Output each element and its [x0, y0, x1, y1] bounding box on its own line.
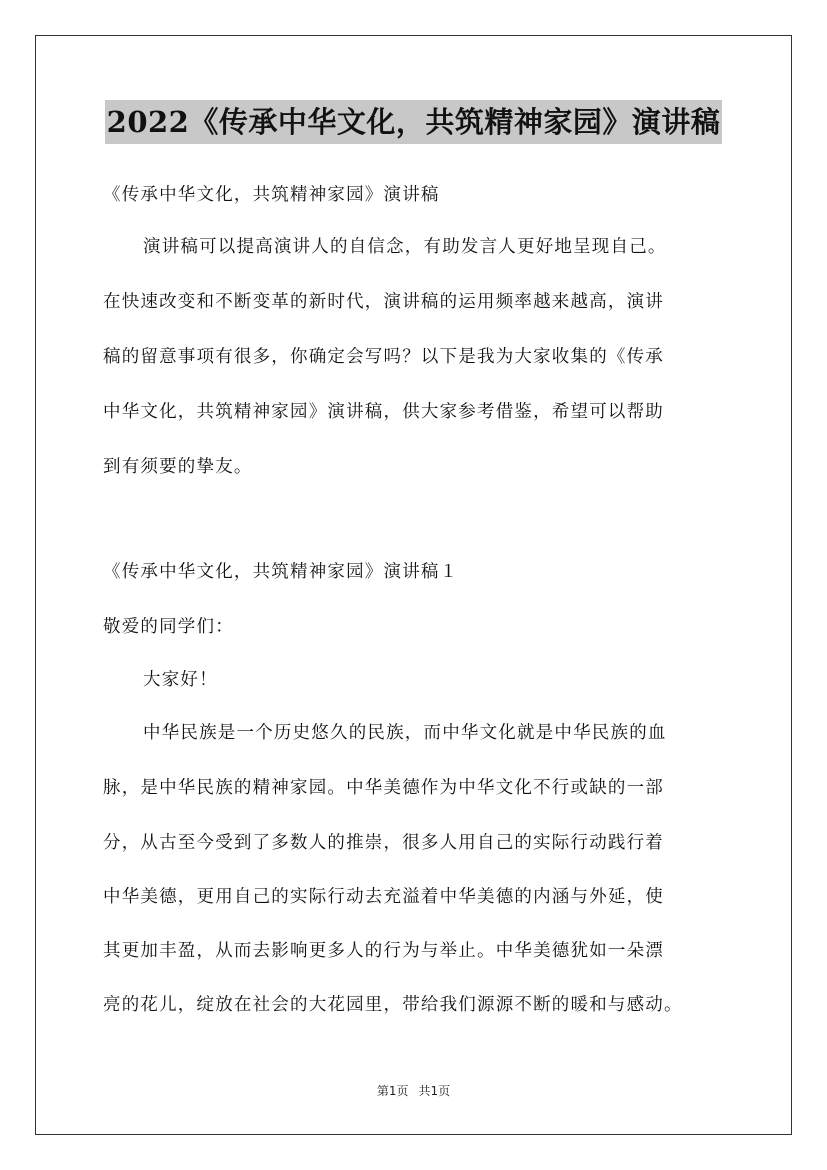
- section-heading: 《传承中华文化，共筑精神家园》演讲稿１: [103, 562, 459, 582]
- body-line: 亮的花儿，绽放在社会的大花园里，带给我们源源不断的暖和与感动。: [103, 995, 683, 1015]
- body-line: 中华美德，更用自己的实际行动去充溢着中华美德的内涵与外延，使: [103, 887, 664, 907]
- document-title: 2022《传承中华文化，共筑精神家园》演讲稿: [105, 100, 723, 144]
- body-line: 其更加丰盈，从而去影响更多人的行为与举止。中华美德犹如一朵漂: [103, 941, 664, 961]
- body-line: 分，从古至今受到了多数人的推崇，很多人用自己的实际行动践行着: [103, 833, 664, 853]
- document-subtitle: 《传承中华文化，共筑精神家园》演讲稿: [103, 185, 440, 205]
- title-container: [0, 100, 827, 144]
- intro-line: 中华文化，共筑精神家园》演讲稿，供大家参考借鉴，希望可以帮助: [103, 402, 664, 422]
- intro-line: 在快速改变和不断变革的新时代，演讲稿的运用频率越来越高，演讲: [103, 292, 664, 312]
- intro-line: 稿的留意事项有很多，你确定会写吗？以下是我为大家收集的《传承: [103, 347, 664, 367]
- page-number: 第1页: [376, 1084, 409, 1098]
- intro-line: 到有须要的挚友。: [103, 457, 253, 477]
- salutation: 敬爱的同学们：: [103, 617, 234, 637]
- intro-line: 演讲稿可以提高演讲人的自信念，有助发言人更好地呈现自己。: [143, 237, 667, 257]
- body-line: 脉，是中华民族的精神家园。中华美德作为中华文化不行或缺的一部: [103, 778, 664, 798]
- body-line: 中华民族是一个历史悠久的民族，而中华文化就是中华民族的血: [143, 723, 667, 743]
- page-footer: [0, 1082, 827, 1099]
- page-total: 共1页: [418, 1084, 451, 1098]
- greeting: 大家好！: [143, 670, 218, 690]
